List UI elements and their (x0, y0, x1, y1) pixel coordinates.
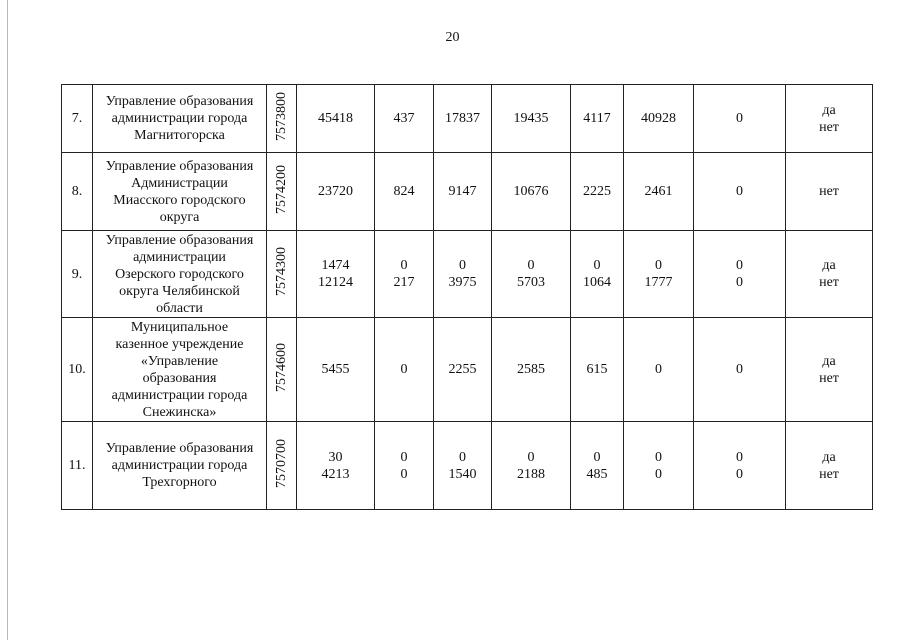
organization-code (267, 85, 297, 153)
page-number: 20 (445, 30, 460, 45)
value-cell: 0 1064 (571, 231, 624, 318)
answer-cell: нет (786, 153, 873, 231)
value-cell: 2255 (434, 318, 492, 422)
organization-code-text: 7574300 (273, 247, 289, 296)
value-cell: 40928 (624, 85, 694, 153)
zero-cell: 0 (694, 318, 786, 422)
value-cell: 615 (571, 318, 624, 422)
value-cell: 10676 (492, 153, 571, 231)
table-row (62, 231, 873, 318)
value-cell: 2461 (624, 153, 694, 231)
value-cell: 5455 (297, 318, 375, 422)
organization-code-text: 7573800 (273, 91, 289, 141)
organization-code-text: 7570700 (273, 438, 289, 488)
value-cell: 824 (375, 153, 434, 231)
value-cell: 0 2188 (492, 422, 571, 510)
answer-cell: да нет (786, 231, 873, 318)
answer-cell: да нет (786, 318, 873, 422)
value-cell: 17837 (434, 85, 492, 153)
value-cell: 0 0 (624, 422, 694, 510)
scan-edge-line (7, 0, 8, 640)
zero-cell: 0 (694, 153, 786, 231)
value-cell: 0 (375, 318, 434, 422)
organization-code (267, 318, 297, 422)
value-cell: 0 217 (375, 231, 434, 318)
organization-code (267, 422, 297, 510)
organization-code (267, 231, 297, 318)
answer-cell: да нет (786, 85, 873, 153)
table-row (62, 318, 873, 422)
value-cell: 437 (375, 85, 434, 153)
value-cell: 23720 (297, 153, 375, 231)
table-row (62, 422, 873, 510)
row-number: 9. (62, 231, 93, 318)
row-number: 10. (62, 318, 93, 422)
organization-code-text: 7574200 (273, 164, 289, 214)
zero-cell: 0 (694, 85, 786, 153)
organization-code-text: 7574600 (273, 342, 289, 392)
value-cell: 0 0 (375, 422, 434, 510)
table-row (62, 153, 873, 231)
value-cell: 45418 (297, 85, 375, 153)
table-row (62, 85, 873, 153)
organization-name: Управление образования администрации города Магнитогорска (93, 85, 267, 153)
organization-name: Управление образования Администрации Миасского городского округа (93, 153, 267, 231)
answer-cell: да нет (786, 422, 873, 510)
value-cell: 0 3975 (434, 231, 492, 318)
row-number: 8. (62, 153, 93, 231)
data-table (61, 84, 873, 510)
value-cell: 0 1777 (624, 231, 694, 318)
organization-name: Управление образования администрации Озерского городского округа Челябинской области (93, 231, 267, 318)
value-cell: 30 4213 (297, 422, 375, 510)
value-cell: 0 (624, 318, 694, 422)
row-number: 7. (62, 85, 93, 153)
value-cell: 0 485 (571, 422, 624, 510)
value-cell: 2225 (571, 153, 624, 231)
value-cell: 9147 (434, 153, 492, 231)
value-cell: 1474 12124 (297, 231, 375, 318)
zero-cell: 0 0 (694, 422, 786, 510)
zero-cell: 0 0 (694, 231, 786, 318)
value-cell: 0 1540 (434, 422, 492, 510)
value-cell: 0 5703 (492, 231, 571, 318)
value-cell: 2585 (492, 318, 571, 422)
organization-name: Управление образования администрации города Трехгорного (93, 422, 267, 510)
value-cell: 19435 (492, 85, 571, 153)
organization-name: Муниципальное казенное учреждение «Управление образования администрации города Снежинска» (93, 318, 267, 422)
organization-code (267, 153, 297, 231)
row-number: 11. (62, 422, 93, 510)
value-cell: 4117 (571, 85, 624, 153)
